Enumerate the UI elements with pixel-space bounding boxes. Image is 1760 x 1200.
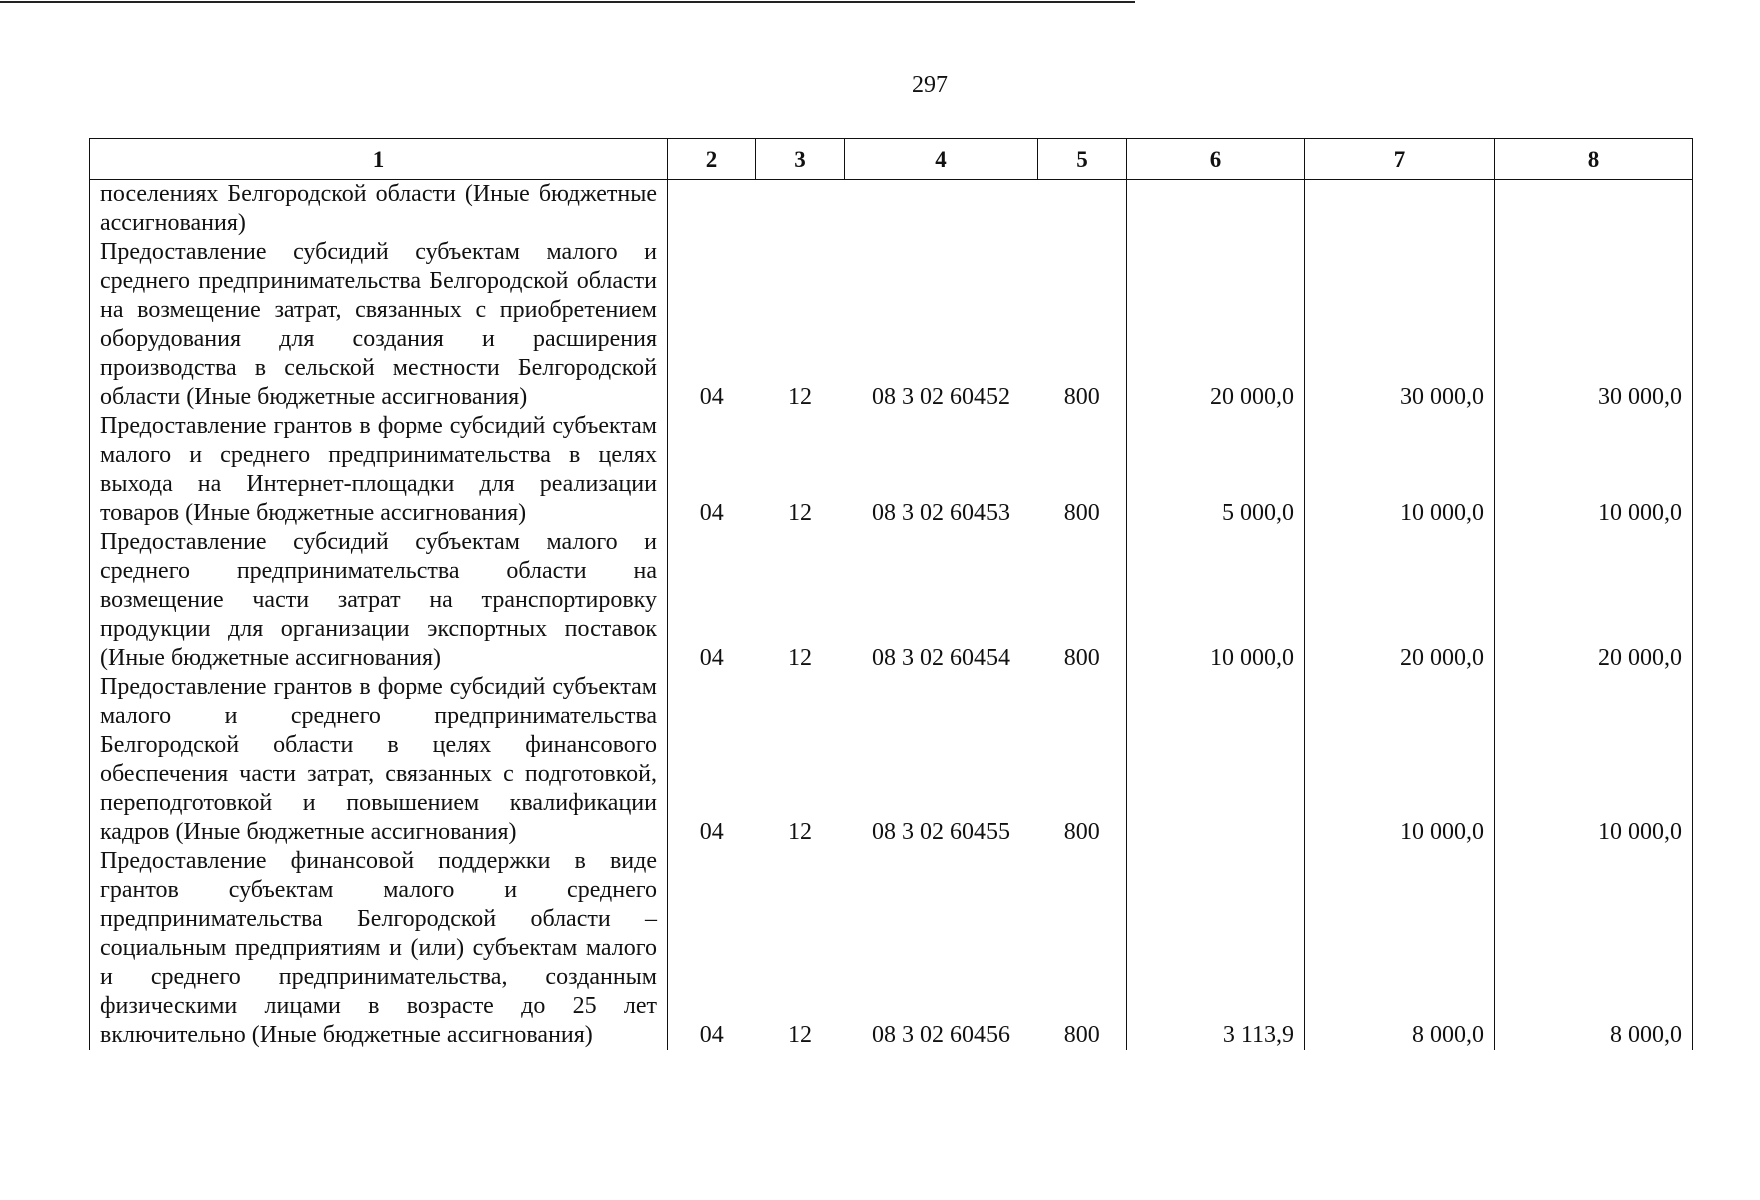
row-description: Предоставление грантов в форме субсидий субъектам малого и среднего предпринимательства в целях выхода на Интернет-площадки для реализации товаров (Иные бюджетные ассигнования) [90, 412, 668, 528]
header-col-4: 4 [845, 139, 1038, 180]
row-amount-col7: 10 000,0 [1305, 673, 1495, 847]
header-col-7: 7 [1305, 139, 1495, 180]
row-expense-type: 800 [1063, 1022, 1100, 1048]
row-amount-col6: 3 113,9 [1127, 847, 1305, 1050]
row-amount-col7 [1305, 180, 1495, 239]
row-amount-col8: 10 000,0 [1495, 412, 1693, 528]
row-target-code: 08 3 02 60456 [872, 1022, 1010, 1048]
row-amount-col8: 10 000,0 [1495, 673, 1693, 847]
row-subsection [756, 180, 845, 239]
page-number: 297 [912, 72, 948, 98]
row-section: 04 [699, 500, 724, 526]
row-section [668, 180, 756, 239]
row-section: 04 [699, 645, 724, 671]
row-description: Предоставление субсидий субъектам малого и среднего предпринимательства области на возмещение части затрат на транспортировку продукции для организации экспортных поставок (Иные бюджетные ассигнования) [90, 528, 668, 673]
row-target-code: 08 3 02 60453 [872, 500, 1010, 526]
header-col-3: 3 [756, 139, 845, 180]
header-col-1: 1 [90, 139, 668, 180]
budget-table [89, 138, 1693, 1050]
row-expense-type: 800 [1063, 819, 1100, 845]
row-expense-type: 800 [1063, 645, 1100, 671]
row-amount-col8: 30 000,0 [1495, 238, 1693, 412]
row-amount-col7: 8 000,0 [1305, 847, 1495, 1050]
row-target-code: 08 3 02 60454 [872, 645, 1010, 671]
row-amount-col6 [1127, 180, 1305, 239]
row-section: 04 [699, 1022, 724, 1048]
row-description: Предоставление грантов в форме субсидий субъектам малого и среднего предпринимательства Белгородской области в целях финансового обеспечения части затрат, связанных с подготовкой, переподготовкой и повышением квалификации кадров (Иные бюджетные ассигнования) [90, 673, 668, 847]
row-subsection: 12 [788, 819, 812, 845]
row-section: 04 [699, 384, 724, 410]
table-row [90, 528, 1693, 673]
table-row [90, 238, 1693, 412]
row-section: 04 [699, 819, 724, 845]
row-amount-col7: 30 000,0 [1305, 238, 1495, 412]
row-amount-col7: 20 000,0 [1305, 528, 1495, 673]
table-row [90, 673, 1693, 847]
row-amount-col8 [1495, 180, 1693, 239]
row-description: Предоставление субсидий субъектам малого и среднего предпринимательства Белгородской области на возмещение затрат, связанных с приобретением оборудования для создания и расширения производства в сельской местности Белгородской области (Иные бюджетные ассигнования) [90, 238, 668, 412]
table-header-row [90, 139, 1693, 180]
table-row [90, 180, 1693, 239]
top-rule [0, 1, 1135, 3]
table-row [90, 847, 1693, 1050]
row-description: Предоставление финансовой поддержки в виде грантов субъектам малого и среднего предпринимательства Белгородской области – социальным предприятиям и (или) субъектам малого и среднего предпринимательства, созданным физическими лицами в возрасте до 25 лет включительно (Иные бюджетные ассигнования) [90, 847, 668, 1050]
row-amount-col6 [1127, 673, 1305, 847]
row-amount-col8: 8 000,0 [1495, 847, 1693, 1050]
row-subsection: 12 [788, 1022, 812, 1048]
row-description: поселениях Белгородской области (Иные бюджетные ассигнования) [90, 180, 668, 239]
row-target-code [845, 180, 1038, 239]
row-expense-type: 800 [1063, 500, 1100, 526]
row-expense-type: 800 [1063, 384, 1100, 410]
header-col-6: 6 [1127, 139, 1305, 180]
row-amount-col6: 20 000,0 [1127, 238, 1305, 412]
row-target-code: 08 3 02 60452 [872, 384, 1010, 410]
row-amount-col6: 5 000,0 [1127, 412, 1305, 528]
header-col-2: 2 [668, 139, 756, 180]
table-row [90, 412, 1693, 528]
row-subsection: 12 [788, 500, 812, 526]
row-amount-col8: 20 000,0 [1495, 528, 1693, 673]
header-col-5: 5 [1038, 139, 1127, 180]
row-amount-col7: 10 000,0 [1305, 412, 1495, 528]
header-col-8: 8 [1495, 139, 1693, 180]
row-subsection: 12 [788, 645, 812, 671]
row-expense-type [1038, 180, 1127, 239]
row-subsection: 12 [788, 384, 812, 410]
row-target-code: 08 3 02 60455 [872, 819, 1010, 845]
row-amount-col6: 10 000,0 [1127, 528, 1305, 673]
